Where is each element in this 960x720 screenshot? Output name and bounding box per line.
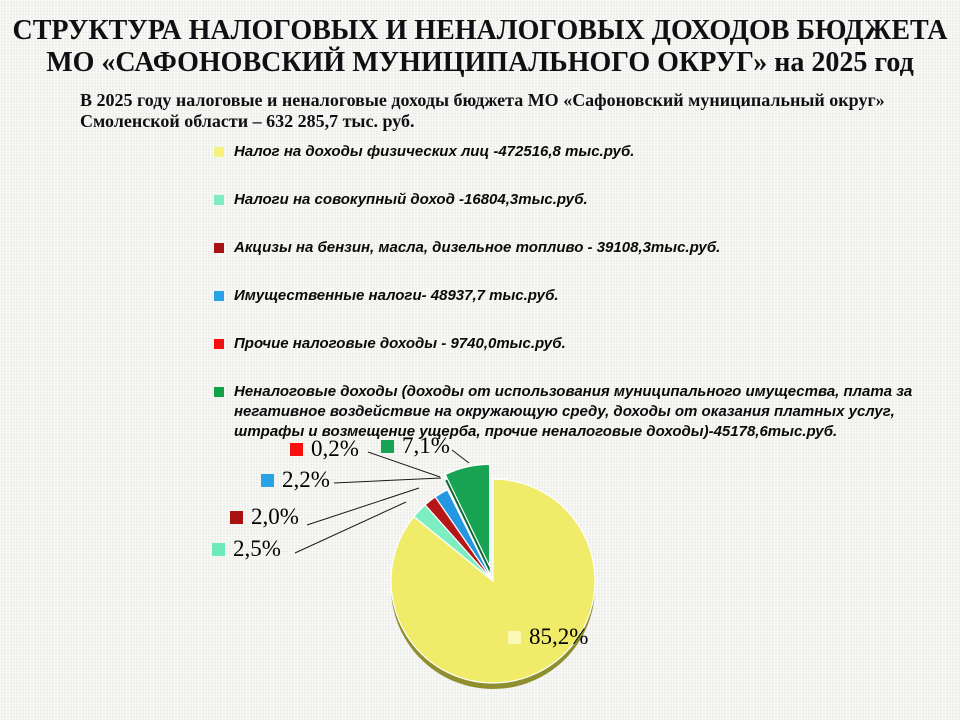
label-leader-line <box>452 450 469 463</box>
label-leader-line <box>334 478 441 483</box>
legend-item <box>214 238 938 258</box>
legend-key-swatch <box>261 474 274 487</box>
legend-key-swatch <box>381 440 394 453</box>
slide-title-line2: МО «САФОНОВСКИЙ МУНИЦИПАЛЬНОГО ОКРУГ» на 2025 год <box>46 47 914 78</box>
subtitle-line2: Смоленской области – 632 285,7 тыс. руб. <box>80 111 415 131</box>
percentage-text: 2,2% <box>282 467 330 492</box>
legend-color-swatch <box>214 291 224 301</box>
percentage-text: 7,1% <box>402 433 450 458</box>
legend-color-swatch <box>214 195 224 205</box>
legend-item <box>214 334 938 354</box>
pie-percentage-label <box>261 467 330 493</box>
legend-item <box>214 190 938 210</box>
pie-slices-layer <box>391 464 595 683</box>
legend-item-label: Налоги на совокупный доход -16804,3тыс.руб. <box>234 191 588 208</box>
legend-item <box>214 286 938 306</box>
pie-percentage-label <box>381 433 450 459</box>
label-leader-line <box>295 502 406 553</box>
legend-item <box>214 142 938 162</box>
subtitle-line1: В 2025 году налоговые и неналоговые доходы бюджета МО «Сафоновский муниципальный округ» <box>80 90 885 110</box>
percentage-text: 85,2% <box>529 624 589 649</box>
slide-title-line1: СТРУКТУРА НАЛОГОВЫХ И НЕНАЛОГОВЫХ ДОХОДОВ БЮДЖЕТА <box>12 15 948 46</box>
legend-color-swatch <box>214 339 224 349</box>
percentage-text: 2,5% <box>233 536 281 561</box>
legend-item-label: Неналоговые доходы (доходы от использования муниципального имущества, плата за негативное воздействие на окружающую среду, доходы от оказания платных услуг, штрафы и возмещение ущерба, прочие неналоговые доходы)-45178,6тыс.руб. <box>234 383 913 440</box>
slide-title <box>0 15 960 79</box>
legend-color-swatch <box>214 147 224 157</box>
slide-subtitle <box>80 90 900 132</box>
pie-percentage-label <box>230 504 299 530</box>
legend-color-swatch <box>214 387 224 397</box>
pie-percentage-label <box>508 624 588 650</box>
pie-chart-svg <box>150 425 670 720</box>
legend-item-label: Прочие налоговые доходы - 9740,0тыс.руб. <box>234 335 566 352</box>
legend-item-label: Налог на доходы физических лиц -472516,8 тыс.руб. <box>234 143 635 160</box>
legend-item-label: Имущественные налоги- 48937,7 тыс.руб. <box>234 287 559 304</box>
legend-key-swatch <box>212 543 225 556</box>
legend-color-swatch <box>214 243 224 253</box>
legend-key-swatch <box>508 631 521 644</box>
percentage-text: 2,0% <box>251 504 299 529</box>
legend-item-label: Акцизы на бензин, масла, дизельное топливо - 39108,3тыс.руб. <box>234 239 721 256</box>
legend-key-swatch <box>290 443 303 456</box>
percentage-text: 0,2% <box>311 436 359 461</box>
pie-percentage-label <box>212 536 281 562</box>
pie-percentage-label <box>290 436 359 462</box>
label-leader-line <box>307 488 419 525</box>
chart-legend <box>214 142 938 442</box>
legend-key-swatch <box>230 511 243 524</box>
